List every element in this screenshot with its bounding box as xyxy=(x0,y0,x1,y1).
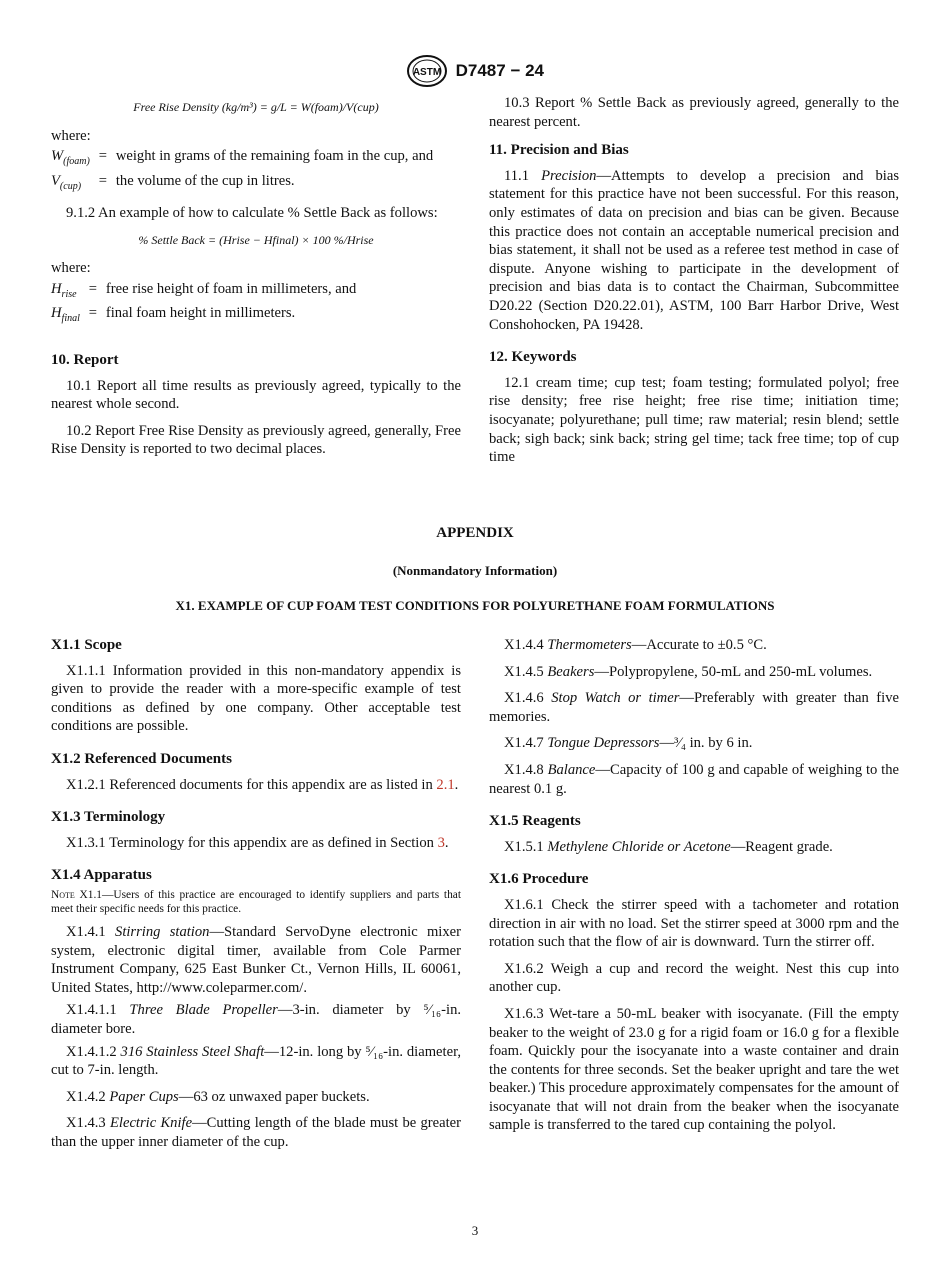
paragraph-x1-4-1-2: X1.4.1.2 316 Stainless Steel Shaft—12-in. long by ⁵⁄₁₆-in. diameter, cut to 7-in. length. xyxy=(51,1043,461,1079)
appendix-subtitle: (Nonmandatory Information) xyxy=(392,563,558,578)
section-11-title: 11. Precision and Bias xyxy=(489,142,629,159)
left-column-bottom xyxy=(51,636,461,1159)
section-x1-4-title: X1.4 Apparatus xyxy=(51,867,152,884)
paragraph-x1-4-5: X1.4.5 Beakers—Polypropylene, 50-mL and 250-mL volumes. xyxy=(504,663,873,680)
paragraph-x1-4-1: X1.4.1 Stirring station—Standard ServoDyne electronic mixer system, electronic digital timer, available from Cole Parmer Instrument Company, 625 East Bunker Ct., Vernon Hills, IL 60061, United States, http://www.coleparmer.com/. xyxy=(51,923,461,996)
page-number: 3 xyxy=(471,1223,479,1238)
paragraph-x1-4-7: X1.4.7 Tongue Depressors—³⁄₄ in. by 6 in. xyxy=(504,735,753,752)
equation-units: (kg/m³) xyxy=(221,100,257,114)
paragraph-x1-6-1: X1.6.1 Check the stirrer speed with a tachometer and rotation direction in air with no load. Set the stirrer speed at 3000 rpm and the rotation such that the flow of air is downward. Turn the stirrer off. xyxy=(489,896,899,951)
definition-text: the volume of the cup in litres. xyxy=(115,172,295,189)
section-x1-1-title: X1.1 Scope xyxy=(51,637,122,653)
equals-sign: = xyxy=(88,280,97,297)
appendix-x1-title: X1. EXAMPLE OF CUP FOAM TEST CONDITIONS FOR POLYURETHANE FOAM FORMULATIONS xyxy=(175,598,775,613)
equation-rhs: = g/L = W(foam)/V(cup) xyxy=(259,100,379,114)
paragraph-10-2: 10.2 Report Free Rise Density as previously agreed, generally, Free Rise Density is reported to two decimal places. xyxy=(51,422,461,458)
paragraph-x1-2-1: X1.2.1 Referenced documents for this appendix are as listed in 2.1. xyxy=(66,776,459,793)
paragraph-10-3: 10.3 Report % Settle Back as previously agreed, generally to the nearest percent. xyxy=(489,95,899,130)
equals-sign: = xyxy=(88,305,97,322)
equals-sign: = xyxy=(98,148,107,165)
equation-label: Free Rise Density xyxy=(133,100,219,114)
symbol-h-final: $H_{final}$ xyxy=(51,305,80,325)
astm-logo-icon xyxy=(406,54,448,88)
where-label: where: xyxy=(51,260,91,277)
cross-reference-link[interactable]: 2.1 xyxy=(436,776,455,793)
paragraph-x1-4-8: X1.4.8 Balance—Capacity of 100 g and capable of weighing to the nearest 0.1 g. xyxy=(489,761,899,797)
right-column-bottom xyxy=(489,636,899,1143)
definition-text: final foam height in millimeters. xyxy=(105,305,296,322)
definition-text: weight in grams of the remaining foam in the cup, and xyxy=(115,148,434,165)
logo-text: ASTM xyxy=(412,67,442,78)
document-designation: D7487 − 24 xyxy=(455,60,545,80)
paragraph-x1-6-3: X1.6.3 Wet-tare a 50-mL beaker with isocyanate. (Fill the empty beaker to the weight of 23.0 g for a rigid foam or 16.0 g for a flexible foam. Quickly pour the isocyanate into a waste container and drain the contents for three seconds. Set the beaker upright and tare the wet beaker.) This procedure approximately compensates for the amount of isocyanate that will not drain from the beaker when the isocyanate sample is transferred to the tared cup containing the polyol. xyxy=(489,1005,899,1134)
section-x1-5-title: X1.5 Reagents xyxy=(489,813,581,830)
section-x1-3-title: X1.3 Terminology xyxy=(51,809,166,826)
where-label: where: xyxy=(51,127,91,144)
paragraph-x1-4-6: X1.4.6 Stop Watch or timer—Preferably with greater than five memories. xyxy=(489,690,899,725)
paragraph-x1-4-1-1: X1.4.1.1 Three Blade Propeller—3-in. diameter by ⁵⁄₁₆-in. diameter bore. xyxy=(51,1002,462,1037)
page-header xyxy=(0,54,950,88)
paragraph-x1-4-3: X1.4.3 Electric Knife—Cutting length of the blade must be greater than the upper inner diameter of the cup. xyxy=(51,1115,461,1150)
paragraph-10-1: 10.1 Report all time results as previously agreed, typically to the nearest whole second. xyxy=(51,377,461,413)
equation-settle-back: % Settle Back = (Hrise − Hfinal) × 100 %/Hrise xyxy=(138,232,374,247)
equals-sign: = xyxy=(98,172,107,189)
definition-text: free rise height of foam in millimeters, and xyxy=(105,280,357,297)
paragraph-11-1: 11.1 Precision—Attempts to develop a precision and bias statement for this practice have not been successful. For this reason, only estimates of data on precision and bias can be given. Because this practice does not contain an acceptable numerical precision and bias statement, it shall not be used as a referee test method in case of dispute. Anyone wishing to participate in the development of precision and bias data is to contact the Chairman, Subcommittee D20.22 (Section D20.22.01), ASTM, 100 Barr Harbor Drive, West Conshohocken, PA 19428. xyxy=(489,167,899,333)
right-column-top xyxy=(489,94,899,475)
symbol-h-rise: $H_{rise}$ xyxy=(51,280,77,300)
paragraph-12-1: 12.1 cream time; cup test; foam testing; formulated polyol; free rise density; free rise height; free rise time; initiation time; isocyanate; polyurethane; pull time; raw material; resin blend; settle back; sigh back; sink back; string gel time; tack free time; top of cup time xyxy=(489,374,899,466)
equation-free-rise-density xyxy=(51,98,461,117)
section-x1-2-title: X1.2 Referenced Documents xyxy=(51,750,232,767)
section-10-title: 10. Report xyxy=(51,351,119,368)
paragraph-x1-5-1: X1.5.1 Methylene Chloride or Acetone—Reagent grade. xyxy=(504,838,833,855)
paragraph-x1-6-2: X1.6.2 Weigh a cup and record the weight. Nest this cup into another cup. xyxy=(489,960,899,996)
cross-reference-link[interactable]: 3 xyxy=(437,834,445,851)
section-x1-6-title: X1.6 Procedure xyxy=(489,871,589,888)
note-x1-1: Note X1.1—Users of this practice are encouraged to identify suppliers and parts that meet their specific needs for this practice. xyxy=(51,888,461,916)
section-12-title: 12. Keywords xyxy=(489,349,577,366)
left-column-top xyxy=(51,94,461,467)
definitions-list-2 xyxy=(51,280,461,329)
symbol-v-cup: $V_{(cup)}$ xyxy=(51,172,82,192)
paragraph-9-1-2: 9.1.2 An example of how to calculate % Settle Back as follows: xyxy=(66,205,438,222)
definitions-list-1 xyxy=(51,147,461,196)
appendix-title: APPENDIX xyxy=(436,525,514,541)
paragraph-x1-1-1: X1.1.1 Information provided in this non-mandatory appendix is given to provide the reader with a more-specific example of test conditions as defined by one company. Other acceptable test conditions are possible. xyxy=(51,662,461,735)
paragraph-x1-3-1: X1.3.1 Terminology for this appendix are as defined in Section 3. xyxy=(66,834,449,851)
paragraph-x1-4-2: X1.4.2 Paper Cups—63 oz unwaxed paper buckets. xyxy=(66,1088,370,1105)
symbol-w-foam: $W_{(foam)}$ xyxy=(51,148,90,168)
paragraph-x1-4-4: X1.4.4 Thermometers—Accurate to ±0.5 °C. xyxy=(504,637,767,653)
